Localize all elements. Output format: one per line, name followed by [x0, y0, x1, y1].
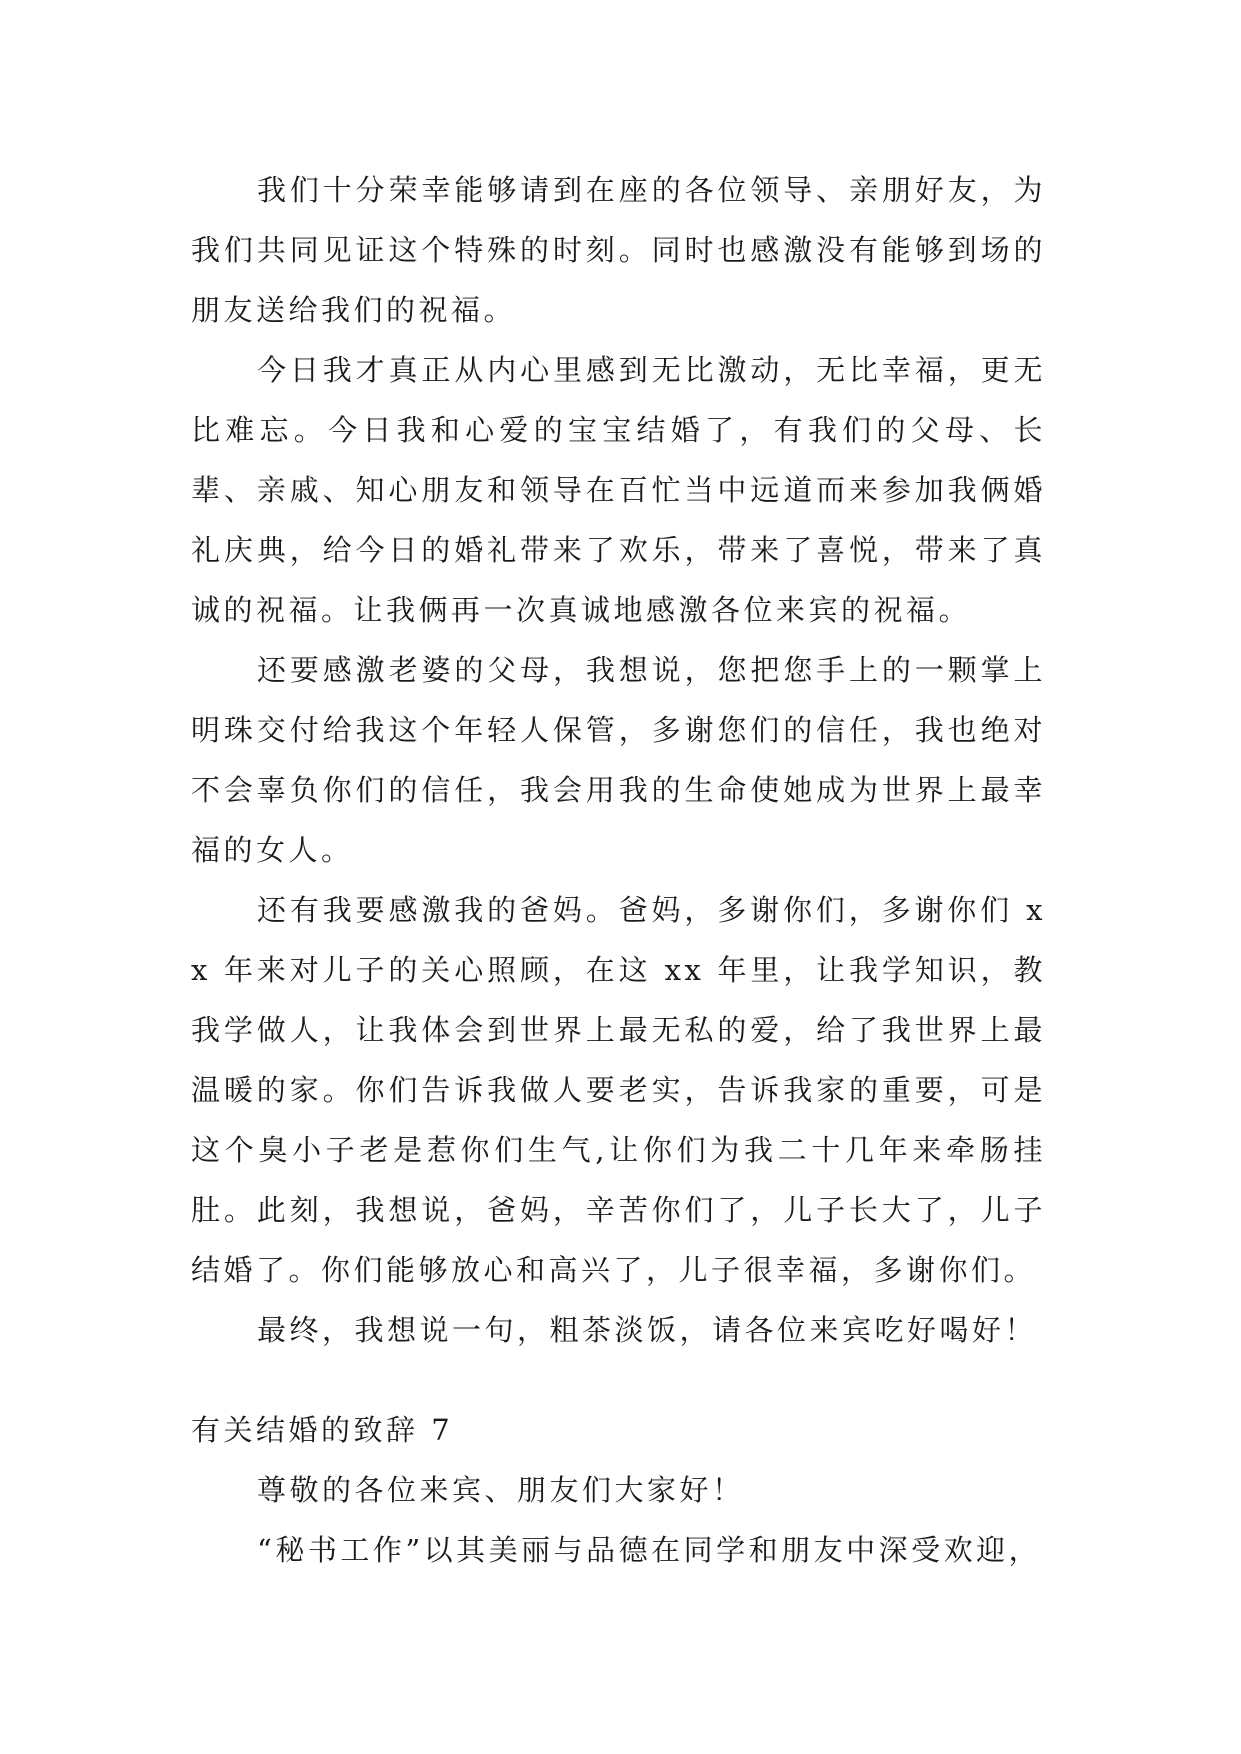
document-body — [191, 160, 1046, 1580]
paragraph-closing: 最终，我想说一句，粗茶淡饭，请各位来宾吃好喝好！ — [257, 1313, 1038, 1347]
paragraph-gratitude: 今日我才真正从内心里感到无比激动，无比幸福，更无比难忘。今日我和心爱的宝宝结婚了，有我们的父母、长辈、亲戚、知心朋友和领导在百忙当中远道而来参加我俩婚礼庆典，给今日的婚礼带来了欢乐，带来了喜悦，带来了真诚的祝福。让我俩再一次真诚地感激各位来宾的祝福。 — [191, 353, 1046, 627]
paragraph-greeting: 尊敬的各位来宾、朋友们大家好！ — [257, 1473, 745, 1507]
paragraph-in-laws: 还要感激老婆的父母，我想说，您把您手上的一颗掌上明珠交付给我这个年轻人保管，多谢您们的信任，我也绝对不会辜负你们的信任，我会用我的生命使她成为世界上最幸福的女人。 — [191, 653, 1046, 867]
section-title: 有关结婚的致辞 7 — [191, 1413, 454, 1447]
paragraph-welcome: 我们十分荣幸能够请到在座的各位领导、亲朋好友，为我们共同见证这个特殊的时刻。同时也感激没有能够到场的朋友送给我们的祝福。 — [191, 173, 1046, 327]
paragraph-parents: 还有我要感激我的爸妈。爸妈，多谢你们，多谢你们 xx 年来对儿子的关心照顾，在这 xx 年里，让我学知识，教我学做人，让我体会到世界上最无私的爱，给了我世界上最温暖的家。你们告诉我做人要老实，告诉我家的重要，可是这个臭小子老是惹你们生气,让你们为我二十几年来牵肠挂肚。此刻，我想说，爸妈，辛苦你们了，儿子长大了，儿子结婚了。你们能够放心和高兴了，儿子很幸福，多谢你们。 — [191, 893, 1046, 1287]
paragraph-intro: “秘书工作”以其美丽与品德在同学和朋友中深受欢迎， — [257, 1533, 1042, 1567]
